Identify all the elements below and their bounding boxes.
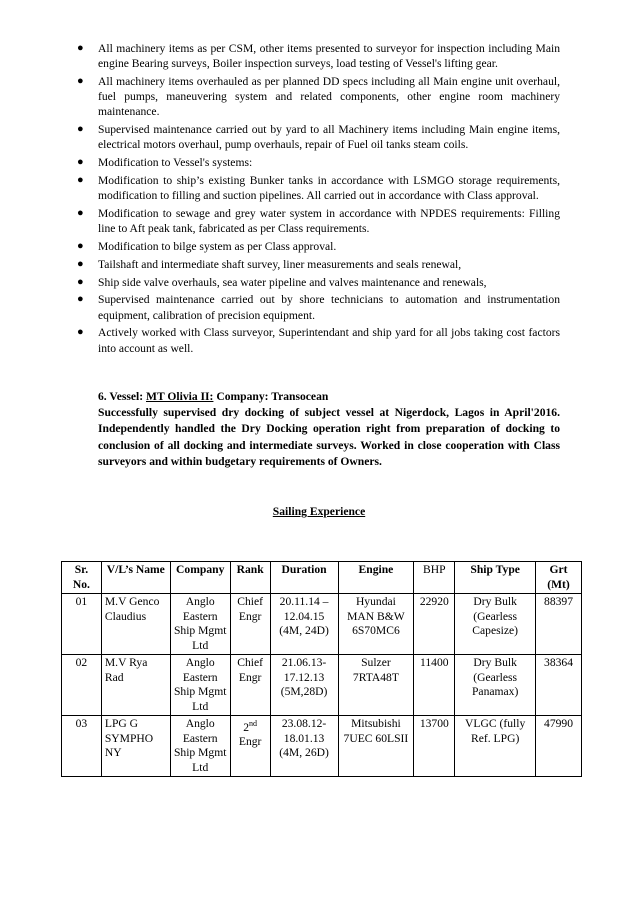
table-header-row — [62, 562, 582, 594]
header-sr: Sr. No. — [62, 562, 102, 594]
bullet-item: ● Tailshaft and intermediate shaft survey, liner measurements and seals renewal, — [77, 257, 462, 271]
cell-duration: 21.06.13- 17.12.13 (5M,28D) — [270, 655, 338, 716]
cell-engine: Mitsubishi 7UEC 60LSII — [338, 716, 414, 777]
sailing-experience-table — [61, 561, 582, 777]
vessel-name: MT Olivia II: — [146, 390, 214, 403]
duties-bullet-list — [77, 41, 560, 358]
bullet-item: ● Actively worked with Class surveyor, Superintendant and ship yard for all jobs taking cost factors into account as well. — [77, 326, 560, 355]
cell-sr: 01 — [62, 594, 102, 655]
header-company: Company — [170, 562, 230, 594]
header-duration: Duration — [270, 562, 338, 594]
cell-ship-type: Dry Bulk (Gearless Panamax) — [455, 655, 536, 716]
bullet-icon: ● — [77, 123, 84, 136]
bullet-icon: ● — [77, 207, 84, 219]
bullet-icon: ● — [77, 257, 84, 270]
bullet-icon: ● — [77, 275, 84, 288]
bullet-icon: ● — [77, 240, 84, 252]
bullet-icon: ● — [77, 75, 84, 87]
header-ship-type: Ship Type — [455, 562, 536, 594]
cell-bhp: 22920 — [414, 594, 455, 655]
bullet-item: ● Supervised maintenance carried out by shore technicians to automation and instrumentation equipment, calibration of precision equipment. — [77, 293, 560, 322]
cell-grt: 47990 — [536, 716, 582, 777]
table-row — [62, 716, 582, 777]
cell-company: Anglo Eastern Ship Mgmt Ltd — [170, 594, 230, 655]
bullet-item: ● Modification to bilge system as per Class approval. — [77, 240, 337, 253]
cell-sr: 03 — [62, 716, 102, 777]
bullet-icon: ● — [77, 326, 84, 339]
bullet-icon: ● — [77, 174, 84, 186]
cell-vessel: LPG G SYMPHO NY — [101, 716, 170, 777]
header-engine: Engine — [338, 562, 414, 594]
cell-engine: Sulzer 7RTA48T — [338, 655, 414, 716]
cell-rank: Chief Engr — [230, 655, 270, 716]
bullet-item: ● Modification to sewage and grey water system in accordance with NPDES requirements: Filling line to Aft peak tank, fabricated as per Class requirements. — [77, 207, 560, 236]
bullet-icon: ● — [77, 156, 84, 169]
bullet-item: ● Modification to ship’s existing Bunker tanks in accordance with LSMGO storage requirements, modification to filling and suction pipelines. All carried out in accordance with Class approval. — [77, 174, 560, 203]
bullet-item: ● All machinery items overhauled as per planned DD specs including all Main engine unit overhaul, fuel pumps, maneuvering system and related components, other engine room machinery maintenance. — [77, 75, 560, 119]
cell-vessel: M.V Genco Claudius — [101, 594, 170, 655]
bullet-item: ● Supervised maintenance carried out by yard to all Machinery items including Main engine items, electrical motors overhaul, pump overhauls, repair of Fuel oil tanks steam coils. — [77, 123, 560, 152]
cell-ship-type: VLGC (fully Ref. LPG) — [455, 716, 536, 777]
bullet-item: ● All machinery items as per CSM, other items presented to surveyor for inspection including Main engine Bearing surveys, Boiler inspection surveys, load testing of Vessel's lifting gear. — [77, 42, 560, 71]
cell-grt: 38364 — [536, 655, 582, 716]
cell-vessel: M.V Rya Rad — [101, 655, 170, 716]
cell-rank: 2nd Engr — [230, 716, 270, 777]
bullet-item: ● Modification to Vessel's systems: — [77, 156, 253, 170]
header-vessel-name: V/L’s Name — [101, 562, 170, 594]
cell-sr: 02 — [62, 655, 102, 716]
bullet-item: ● Ship side valve overhauls, sea water pipeline and valves maintenance and renewals, — [77, 275, 487, 289]
cell-company: Anglo Eastern Ship Mgmt Ltd — [170, 655, 230, 716]
cell-grt: 88397 — [536, 594, 582, 655]
header-grt: Grt (Mt) — [536, 562, 582, 594]
sailing-experience-title: Sailing Experience — [272, 505, 366, 518]
cell-ship-type: Dry Bulk (Gearless Capesize) — [455, 594, 536, 655]
vessel-section — [98, 389, 560, 470]
vessel-heading: 6. Vessel: MT Olivia II: Company: Transocean — [98, 390, 329, 403]
cell-company: Anglo Eastern Ship Mgmt Ltd — [170, 716, 230, 777]
vessel-company: Company: Transocean — [213, 390, 329, 403]
cell-duration: 23.08.12- 18.01.13 (4M, 26D) — [270, 716, 338, 777]
cell-duration: 20.11.14 – 12.04.15 (4M, 24D) — [270, 594, 338, 655]
cell-engine: Hyundai MAN B&W 6S70MC6 — [338, 594, 414, 655]
bullet-icon: ● — [77, 42, 84, 54]
cell-bhp: 13700 — [414, 716, 455, 777]
table-row — [62, 594, 582, 655]
vessel-description: Successfully supervised dry docking of subject vessel at Nigerdock, Lagos in April'2016. Independently handled the Dry Docking operation right from preparation of docking to conclusion of all docking and intermediate surveys. Worked in close cooperation with Class surveyors and within budgetary requirements of Owners. — [98, 406, 560, 468]
header-rank: Rank — [230, 562, 270, 594]
cell-rank: Chief Engr — [230, 594, 270, 655]
header-bhp: BHP — [414, 562, 455, 594]
cell-bhp: 11400 — [414, 655, 455, 716]
table-row — [62, 655, 582, 716]
bullet-icon: ● — [77, 293, 84, 306]
